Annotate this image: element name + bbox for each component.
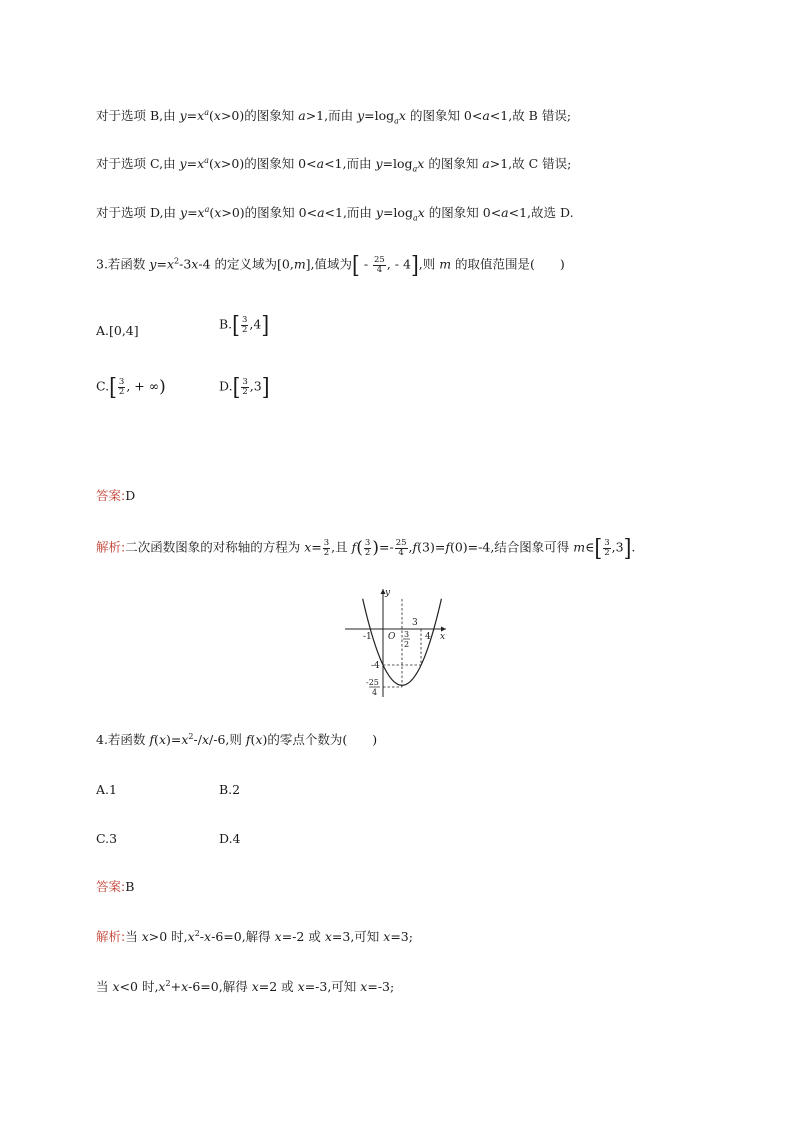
right-bracket: ] xyxy=(261,373,270,401)
var-y: y xyxy=(180,205,188,220)
var-x: x xyxy=(213,108,221,123)
fraction xyxy=(603,539,610,558)
var-x: x xyxy=(255,732,263,747)
text: 二次函数图象的对称轴的方程为 xyxy=(125,539,305,555)
solution-q4-line1 xyxy=(96,929,413,944)
denominator: 2 xyxy=(241,324,248,335)
solution-label: 解析: xyxy=(96,539,126,555)
var-x: x xyxy=(197,108,205,123)
label-minus4: -4 xyxy=(371,661,380,671)
option-b[interactable] xyxy=(219,311,270,339)
option-b[interactable] xyxy=(219,782,240,797)
numerator: 3 xyxy=(323,537,330,548)
var-x: x xyxy=(214,205,222,220)
text: =log xyxy=(382,205,413,220)
numerator: 3 xyxy=(242,376,248,387)
exponent-a: a xyxy=(204,204,210,214)
fraction xyxy=(395,539,408,558)
parabola-graph xyxy=(340,585,450,700)
numerator: 3 xyxy=(604,537,610,548)
text: - xyxy=(389,539,394,555)
text: 的图象知 0< xyxy=(424,205,502,220)
option-d[interactable] xyxy=(219,373,270,401)
var-f: f xyxy=(245,732,251,747)
text: ( xyxy=(209,108,214,123)
option-c[interactable] xyxy=(96,831,117,846)
var-x: x xyxy=(417,156,425,171)
var-x: x xyxy=(181,732,189,747)
exponent: 2 xyxy=(188,731,194,741)
var-y: y xyxy=(375,205,383,220)
var-a: a xyxy=(482,156,490,171)
text: -6=0,解得 xyxy=(188,979,252,994)
text: >1,故 C 错误; xyxy=(489,156,572,171)
text: = xyxy=(156,256,167,272)
left-bracket: [ xyxy=(594,534,603,562)
solution-q3 xyxy=(96,534,636,562)
var-x: x xyxy=(197,156,205,171)
var-y: y xyxy=(179,156,187,171)
text: =log xyxy=(364,108,395,123)
option-d-label: D.4 xyxy=(219,831,241,846)
text: = xyxy=(187,205,198,220)
var-x: x xyxy=(360,979,368,994)
denominator: 2 xyxy=(364,547,371,558)
label-4: 4 xyxy=(425,632,431,642)
text: ( xyxy=(250,732,256,747)
text: /-6,则 xyxy=(209,732,246,747)
var-a: a xyxy=(316,156,325,171)
var-a: a xyxy=(482,108,490,123)
exponent-a: a xyxy=(204,107,209,117)
text: 对于选项 D,由 xyxy=(96,205,180,220)
text: , + ∞ xyxy=(126,378,160,394)
var-x: x xyxy=(398,108,406,123)
denominator: 4 xyxy=(376,264,383,275)
var-f: f xyxy=(351,539,357,555)
numerator: 3 xyxy=(364,537,371,548)
denominator: 2 xyxy=(604,547,610,558)
text: - xyxy=(359,256,373,272)
text: )= xyxy=(166,732,182,747)
text: =3; xyxy=(390,929,413,944)
label-x: x xyxy=(440,632,446,642)
var-x: x xyxy=(417,205,425,220)
label-half-den: 2 xyxy=(404,640,410,649)
text: ∈ xyxy=(585,539,595,555)
question-3-stem xyxy=(96,251,565,279)
text: >1,而由 xyxy=(305,108,358,123)
text: >0)的图象知 0< xyxy=(220,156,317,171)
var-a: a xyxy=(317,205,325,220)
var-x: x xyxy=(383,929,391,944)
text: -/ xyxy=(193,732,202,747)
answer-value: B xyxy=(125,879,135,894)
question-4-stem xyxy=(96,732,377,747)
text: , - 4 xyxy=(386,256,411,272)
text: 的图象知 xyxy=(424,156,483,171)
label-half-num: 3 xyxy=(404,630,410,639)
left-bracket: [ xyxy=(232,311,240,339)
label-3: 3 xyxy=(412,618,418,628)
fraction xyxy=(364,539,371,558)
text: <1,而由 xyxy=(324,156,376,171)
text: ( xyxy=(209,205,215,220)
text: B. xyxy=(219,316,233,332)
text: =-3,可知 xyxy=(304,979,361,994)
log-base: a xyxy=(394,116,399,126)
right-bracket: ] xyxy=(261,311,270,339)
var-x: x xyxy=(191,256,199,272)
var-f: f xyxy=(149,732,155,747)
option-c[interactable] xyxy=(96,373,166,401)
label-minus25-den: 4 xyxy=(372,688,378,697)
var-x: x xyxy=(158,732,166,747)
option-b-analysis xyxy=(96,107,572,126)
text: = xyxy=(311,539,322,555)
text: = xyxy=(378,539,390,555)
label-minus25: -25 xyxy=(366,678,379,687)
answer-label: 答案: xyxy=(96,488,126,503)
text: = xyxy=(186,156,198,171)
var-x: x xyxy=(304,539,312,555)
label-minus1: -1 xyxy=(363,632,372,642)
text: 3.若函数 xyxy=(96,256,150,272)
text: >0 时, xyxy=(148,929,188,944)
text: =3,可知 xyxy=(331,929,384,944)
x-axis-arrow xyxy=(441,627,446,632)
text: <1,故选 D. xyxy=(508,205,574,220)
text: ],值域为 xyxy=(305,256,353,272)
text: -4 的定义域为[0, xyxy=(198,256,294,272)
left-paren: ( xyxy=(356,537,363,558)
numerator: 3 xyxy=(118,376,125,387)
var-x: x xyxy=(166,256,175,272)
text: 对于选项 B,由 xyxy=(96,108,180,123)
var-m: m xyxy=(293,256,306,272)
text: (3)= xyxy=(417,539,446,555)
text: ,4 xyxy=(249,316,262,332)
text: =-3; xyxy=(367,979,395,994)
denominator: 2 xyxy=(118,386,125,397)
numerator: 25 xyxy=(395,537,407,548)
text: >0)的图象知 0< xyxy=(221,205,318,220)
var-x: x xyxy=(197,205,205,220)
numerator: 25 xyxy=(374,254,385,265)
var-x: x xyxy=(112,979,120,994)
answer-value: D xyxy=(125,488,136,503)
answer-q3 xyxy=(96,488,135,503)
label-origin: O xyxy=(388,632,396,642)
var-x: x xyxy=(324,929,332,944)
var-x: x xyxy=(251,979,259,994)
text: <1,故 B 错误; xyxy=(489,108,572,123)
text: =log xyxy=(382,156,413,171)
text: <0 时, xyxy=(119,979,159,994)
text: 当 xyxy=(96,979,113,994)
var-x: x xyxy=(213,156,221,171)
option-d-analysis xyxy=(96,204,574,223)
option-a[interactable] xyxy=(96,782,117,797)
text: =2 或 xyxy=(258,979,298,994)
text: (0)=-4,结合图象可得 xyxy=(449,539,574,555)
option-a-label: A.[0,4] xyxy=(96,323,139,338)
var-x: x xyxy=(201,732,210,747)
text: ,3 xyxy=(611,539,624,555)
text: ,且 xyxy=(331,539,352,555)
option-b-label: B.2 xyxy=(219,782,241,797)
exponent: 2 xyxy=(194,928,200,938)
var-m: m xyxy=(439,256,452,272)
denominator: 4 xyxy=(398,547,404,558)
option-c-label: C.3 xyxy=(96,831,118,846)
text: + xyxy=(170,979,182,994)
text: <1,而由 xyxy=(324,205,376,220)
fraction xyxy=(373,256,386,275)
exponent-a: a xyxy=(204,155,209,165)
var-x: x xyxy=(297,979,305,994)
option-c-analysis xyxy=(96,155,572,174)
var-x: x xyxy=(204,929,212,944)
right-paren: ) xyxy=(159,376,166,397)
right-bracket: ] xyxy=(623,534,632,562)
log-base: a xyxy=(412,213,418,223)
var-x: x xyxy=(274,929,282,944)
left-bracket: [ xyxy=(232,373,241,401)
text: ,3 xyxy=(249,378,262,394)
text: = xyxy=(186,108,198,123)
var-x: x xyxy=(181,979,189,994)
left-bracket: [ xyxy=(352,251,360,279)
var-f: f xyxy=(412,539,418,555)
text: ( xyxy=(154,732,159,747)
var-x: x xyxy=(158,979,166,994)
label-y: y xyxy=(385,588,391,598)
text: C. xyxy=(96,378,110,394)
text: =-2 或 xyxy=(281,929,325,944)
text: 对于选项 C,由 xyxy=(96,156,180,171)
graph-axes xyxy=(345,589,446,697)
var-y: y xyxy=(149,256,157,272)
text: -3 xyxy=(179,256,192,272)
answer-label: 答案: xyxy=(96,879,126,894)
solution-q4-line2 xyxy=(96,979,394,994)
fraction xyxy=(323,539,330,558)
exponent: 2 xyxy=(165,978,171,988)
fraction xyxy=(118,378,125,397)
var-y: y xyxy=(375,156,383,171)
right-paren: ) xyxy=(372,537,379,558)
var-m: m xyxy=(573,539,586,555)
text: ( xyxy=(208,156,214,171)
text: )的零点个数为( ) xyxy=(262,732,378,747)
numerator: 3 xyxy=(241,314,248,325)
option-a-label: A.1 xyxy=(96,782,117,797)
text: , xyxy=(408,539,413,555)
var-a: a xyxy=(298,108,306,123)
answer-q4 xyxy=(96,879,134,894)
var-x: x xyxy=(141,929,149,944)
text: -6=0,解得 xyxy=(211,929,275,944)
fraction xyxy=(241,316,248,335)
var-x: x xyxy=(187,929,195,944)
text: >0)的图象知 xyxy=(220,108,299,123)
text: 4.若函数 xyxy=(96,732,150,747)
option-d[interactable] xyxy=(219,831,241,846)
text: 的图象知 0< xyxy=(405,108,483,123)
var-a: a xyxy=(501,205,509,220)
var-y: y xyxy=(179,108,187,123)
log-base: a xyxy=(412,164,418,174)
exponent: 2 xyxy=(174,256,180,266)
text: . xyxy=(631,539,636,555)
denominator: 2 xyxy=(323,547,330,558)
text: ,则 xyxy=(418,256,440,272)
var-f: f xyxy=(445,539,450,555)
text: D. xyxy=(219,378,233,394)
solution-label: 解析: xyxy=(96,929,126,944)
right-bracket: ] xyxy=(410,251,419,279)
denominator: 2 xyxy=(242,386,248,397)
text: - xyxy=(199,929,205,944)
left-bracket: [ xyxy=(109,373,117,401)
var-y: y xyxy=(357,108,365,123)
option-a[interactable] xyxy=(96,323,139,338)
fraction xyxy=(241,378,248,397)
text: 当 xyxy=(125,929,142,944)
text: 的取值范围是( ) xyxy=(451,256,565,272)
